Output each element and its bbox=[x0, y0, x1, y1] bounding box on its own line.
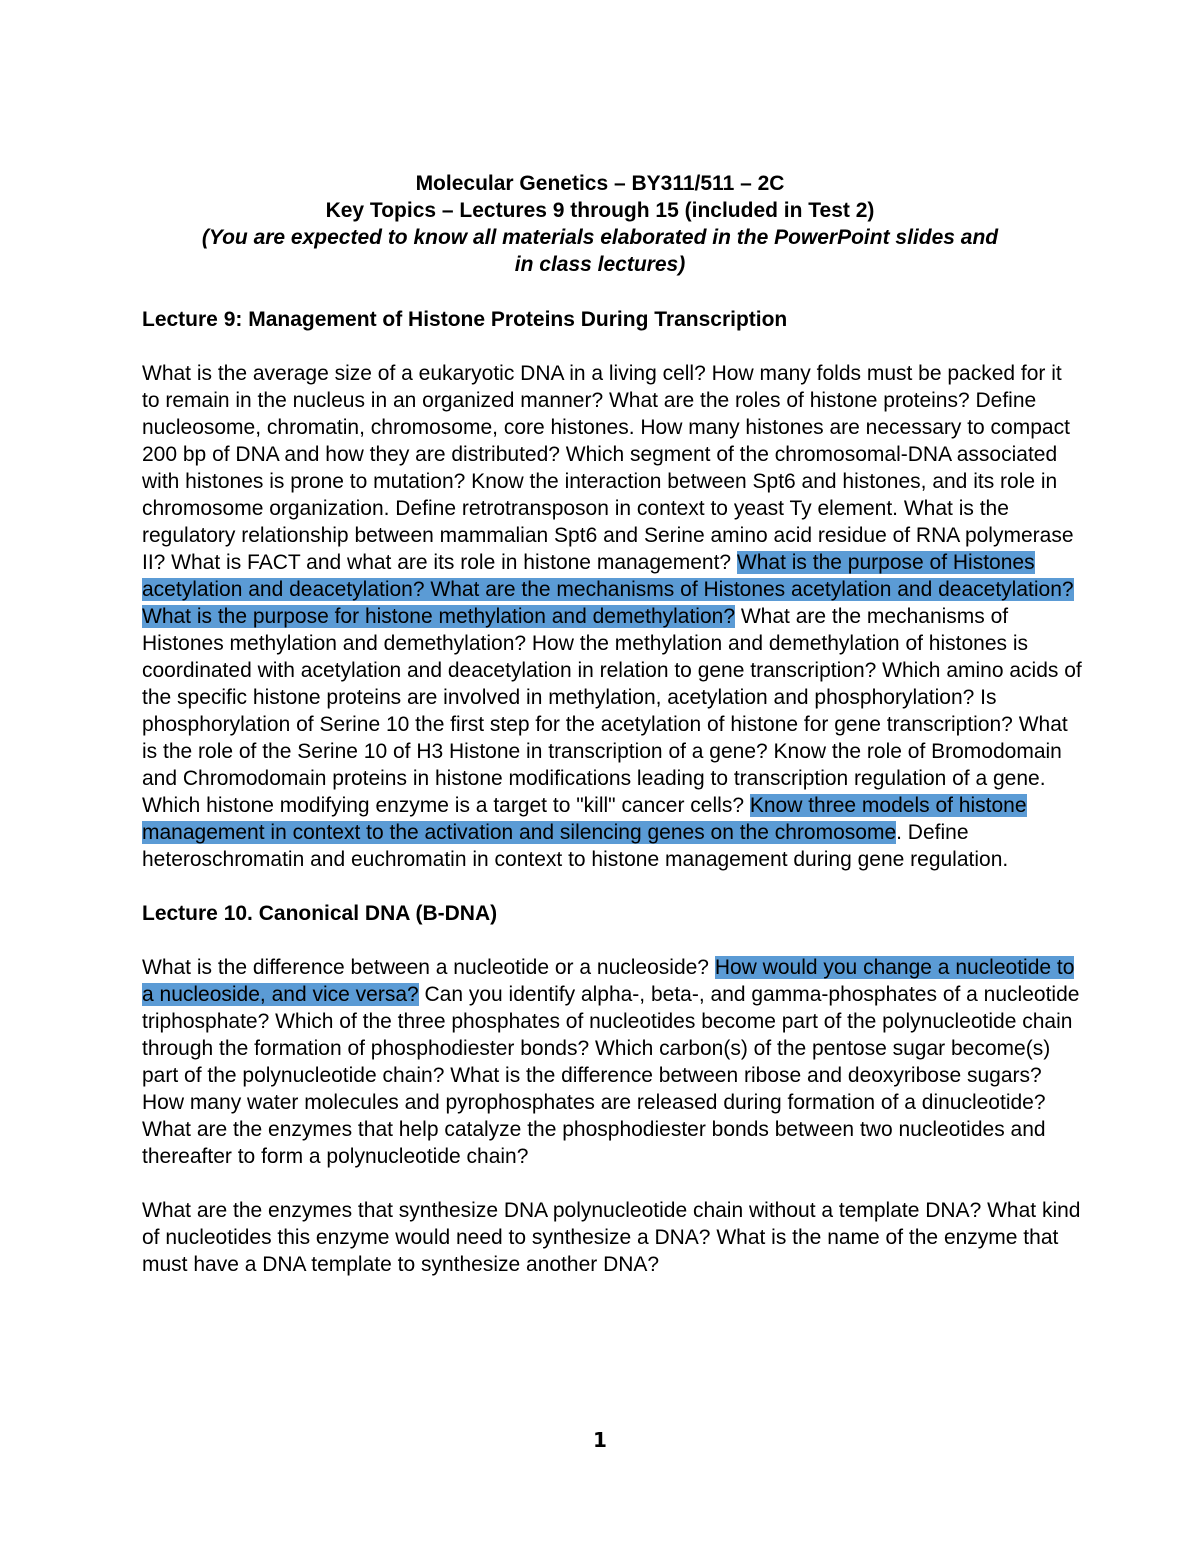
lecture-9-text: What is the average size of a eukaryotic DNA in a living cell? How many folds must be packed for it to remain in the nucleus in an organized manner? What are the roles of histone proteins? Define nucleosome, chromatin, chromosome, core histones. How many histones are necessary to compact 200 bp of DNA and how they are distributed? Which segment of the chromosomal-DNA associated with histones is prone to mutation? Know the interaction between Spt6 and histones, and its role in chromosome organization. Define retrotransposon in context to yeast Ty element. What is the regulatory relationship between mammalian Spt6 and Serine amino acid residue of RNA polymerase II? What is FACT and what are its role in histone management? bbox=[142, 362, 1074, 574]
document-note-line-2: in class lectures) bbox=[514, 253, 686, 276]
lecture-10-heading: Lecture 10. Canonical DNA (B-DNA) bbox=[142, 902, 498, 925]
lecture-10-text: Can you identify alpha-, beta-, and gamma-phosphates of a nucleotide triphosphate? Which of the three phosphates of nucleotides become part of the polynucleotide chain through the formation of phosphodiester bonds? Which carbon(s) of the pentose sugar become(s) part of the polynucleotide chain? What is the difference between ribose and deoxyribose sugars? How many water molecules and pyrophosphates are released during formation of a dinucleotide? What are the enzymes that help catalyze the phosphodiester bonds between two nucleotides and thereafter to form a polynucleotide chain? bbox=[142, 983, 1080, 1168]
document-body bbox=[142, 306, 1082, 1305]
lecture-9-highlight: Know three models of histone management in context to the activation and silencing genes on the chromosome bbox=[142, 794, 1027, 844]
page-number: 1 bbox=[593, 1428, 607, 1452]
lecture-9-paragraph bbox=[142, 360, 1082, 873]
lecture-9-heading: Lecture 9: Management of Histone Proteins During Transcription bbox=[142, 308, 788, 331]
lecture-9-text: What are the mechanisms of Histones methylation and demethylation? How the methylation and demethylation of histones is coordinated with acetylation and deacetylation in relation to gene transcription? Which amino acids of the specific histone proteins are involved in methylation, acetylation and phosphorylation? Is phosphorylation of Serine 10 the first step for the acetylation of histone for gene transcription? What is the role of the Serine 10 of H3 Histone in transcription of a gene? Know the role of Bromodomain and Chromodomain proteins in histone modifications leading to transcription regulation of a gene. Which histone modifying enzyme is a target to "kill" cancer cells? bbox=[142, 605, 1082, 817]
document-subtitle: Key Topics – Lectures 9 through 15 (included in Test 2) bbox=[325, 199, 875, 222]
document-note-line-1: (You are expected to know all materials elaborated in the PowerPoint slides and bbox=[201, 226, 999, 249]
lecture-9-highlight: What is the purpose of Histones acetylation and deacetylation? What are the mechanisms of Histones acetylation and deacetylation? What is the purpose for histone methylation and demethylation? bbox=[142, 551, 1074, 628]
lecture-10-paragraph-1 bbox=[142, 954, 1082, 1170]
lecture-10-paragraph-2: What are the enzymes that synthesize DNA polynucleotide chain without a template DNA? What kind of nucleotides this enzyme would need to synthesize a DNA? What is the name of the enzyme that must have a DNA template to synthesize another DNA? bbox=[142, 1199, 1081, 1276]
document-title: Molecular Genetics – BY311/511 – 2C bbox=[415, 172, 785, 195]
lecture-10-text: What is the difference between a nucleotide or a nucleoside? bbox=[142, 956, 715, 979]
lecture-9-text: . Define heteroschromatin and euchromatin in context to histone management during gene regulation. bbox=[142, 821, 1009, 871]
document-header bbox=[100, 170, 1100, 278]
lecture-10-highlight: How would you change a nucleotide to a nucleoside, and vice versa? bbox=[142, 956, 1075, 1006]
